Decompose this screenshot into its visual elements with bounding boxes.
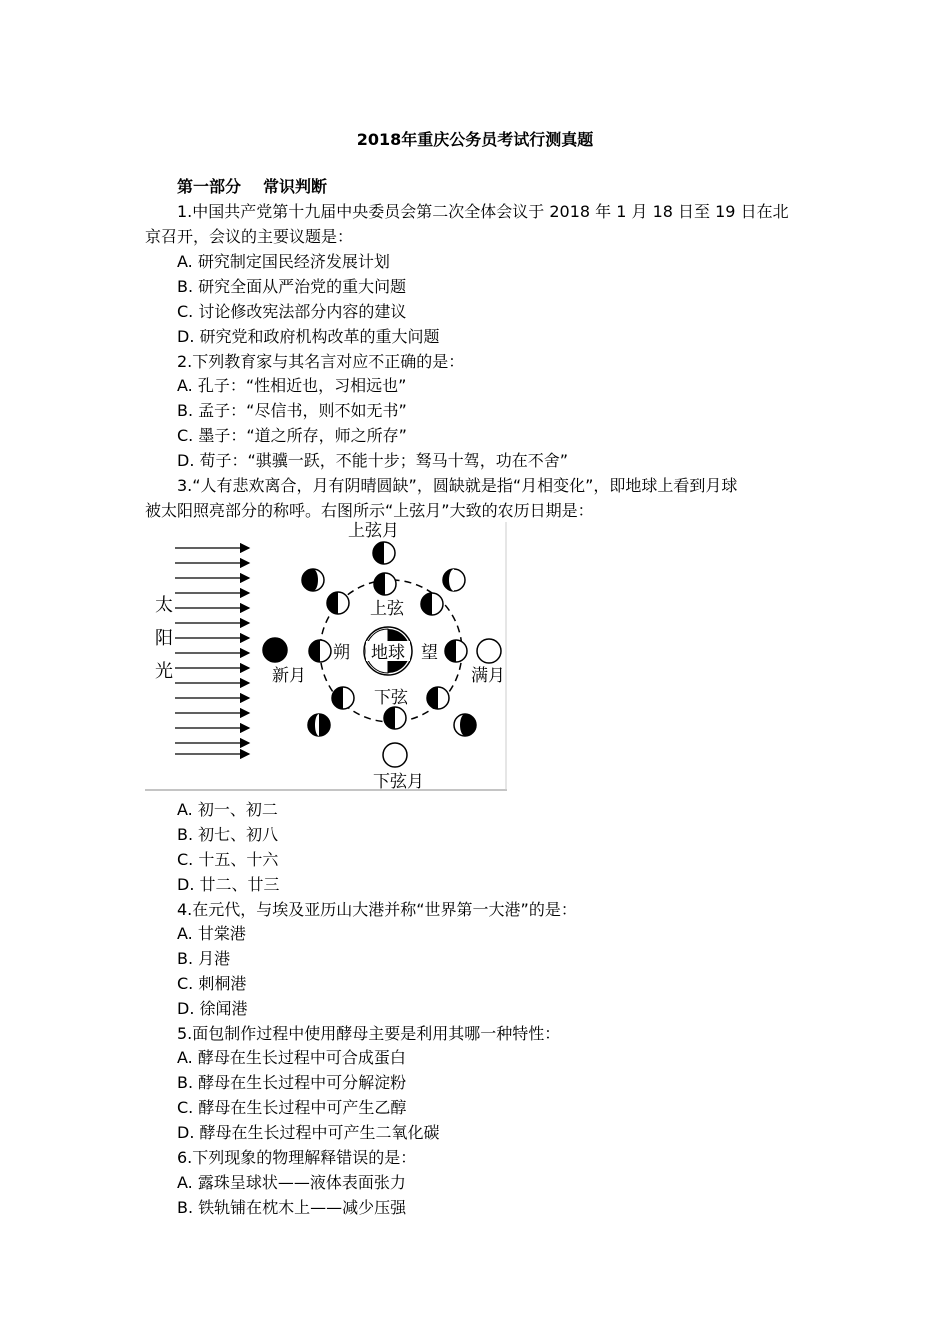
question-3-option-c: C. 十五、十六 [177,850,279,869]
question-1-option-d: D. 研究党和政府机构改革的重大问题 [177,327,440,346]
sunlight-char-3: 光 [155,661,173,682]
question-5-option-c: C. 酵母在生长过程中可产生乙醇 [177,1098,407,1117]
label-new-moon: 新月 [272,666,306,686]
label-full-inner: 望 [421,643,438,663]
question-6-option-b: B. 铁轨铺在枕木上——减少压强 [177,1198,407,1217]
question-6-stem: 6.下列现象的物理解释错误的是： [177,1148,417,1167]
question-3-stem: 3.“人有悲欢离合，月有阴晴圆缺”，圆缺就是指“月相变化”，即地球上看到月球 [177,476,738,495]
document-title: 2018年重庆公务员考试行测真题 [356,130,594,149]
question-2-option-c: C. 墨子：“道之所存，师之所存” [177,426,407,445]
question-5-stem: 5.面包制作过程中使用酵母主要是利用其哪一种特性： [177,1024,561,1043]
moon-phase-diagram [145,520,507,792]
question-3-stem-cont: 被太阳照亮部分的称呼。右图所示“上弦月”大致的农历日期是： [145,501,594,520]
question-1-option-b: B. 研究全面从严治党的重大问题 [177,277,407,296]
label-full-moon: 满月 [471,666,505,686]
question-4-option-c: C. 刺桐港 [177,974,247,993]
question-2-option-d: D. 荀子：“骐骥一跃，不能十步；驽马十驾，功在不舍” [177,451,569,470]
question-4-option-b: B. 月港 [177,949,231,968]
question-1-option-c: C. 讨论修改宪法部分内容的建议 [177,302,407,321]
question-3-option-b: B. 初七、初八 [177,825,279,844]
label-first-quarter: 上弦月 [348,521,399,541]
sunlight-char-2: 阳 [155,628,173,649]
section-heading [177,175,327,199]
section-label: 第一部分 [177,177,242,196]
question-5-option-d: D. 酵母在生长过程中可产生二氧化碳 [177,1123,440,1142]
question-2-stem: 2.下列教育家与其名言对应不正确的是： [177,352,465,371]
question-3-option-d: D. 廿二、廿三 [177,875,280,894]
sunlight-arrows [175,548,249,754]
label-last-quarter-inner: 下弦 [374,688,408,708]
question-4-option-d: D. 徐闻港 [177,999,248,1018]
label-new-inner: 朔 [333,643,350,663]
earth-label: 地球 [371,643,405,663]
section-name: 常识判断 [263,177,328,196]
question-4-stem: 4.在元代，与埃及亚历山大港并称“世界第一大港”的是： [177,900,577,919]
question-1-stem: 1.中国共产党第十九届中央委员会第二次全体会议于 2018 年 1 月 18 日至 19 日在北 [177,202,789,221]
label-first-quarter-inner: 上弦 [370,599,404,619]
question-5-option-b: B. 酵母在生长过程中可分解淀粉 [177,1073,407,1092]
question-6-option-a: A. 露珠呈球状——液体表面张力 [177,1173,406,1192]
question-1-option-a: A. 研究制定国民经济发展计划 [177,252,390,271]
question-2-option-a: A. 孔子：“性相近也，习相远也” [177,376,407,395]
label-last-quarter: 下弦月 [373,772,424,792]
question-5-option-a: A. 酵母在生长过程中可合成蛋白 [177,1048,406,1067]
question-4-option-a: A. 甘棠港 [177,924,246,943]
question-1-stem-cont: 京召开，会议的主要议题是： [145,227,354,246]
question-2-option-b: B. 孟子：“尽信书，则不如无书” [177,401,407,420]
question-3-option-a: A. 初一、初二 [177,800,278,819]
sunlight-char-1: 太 [155,595,173,616]
